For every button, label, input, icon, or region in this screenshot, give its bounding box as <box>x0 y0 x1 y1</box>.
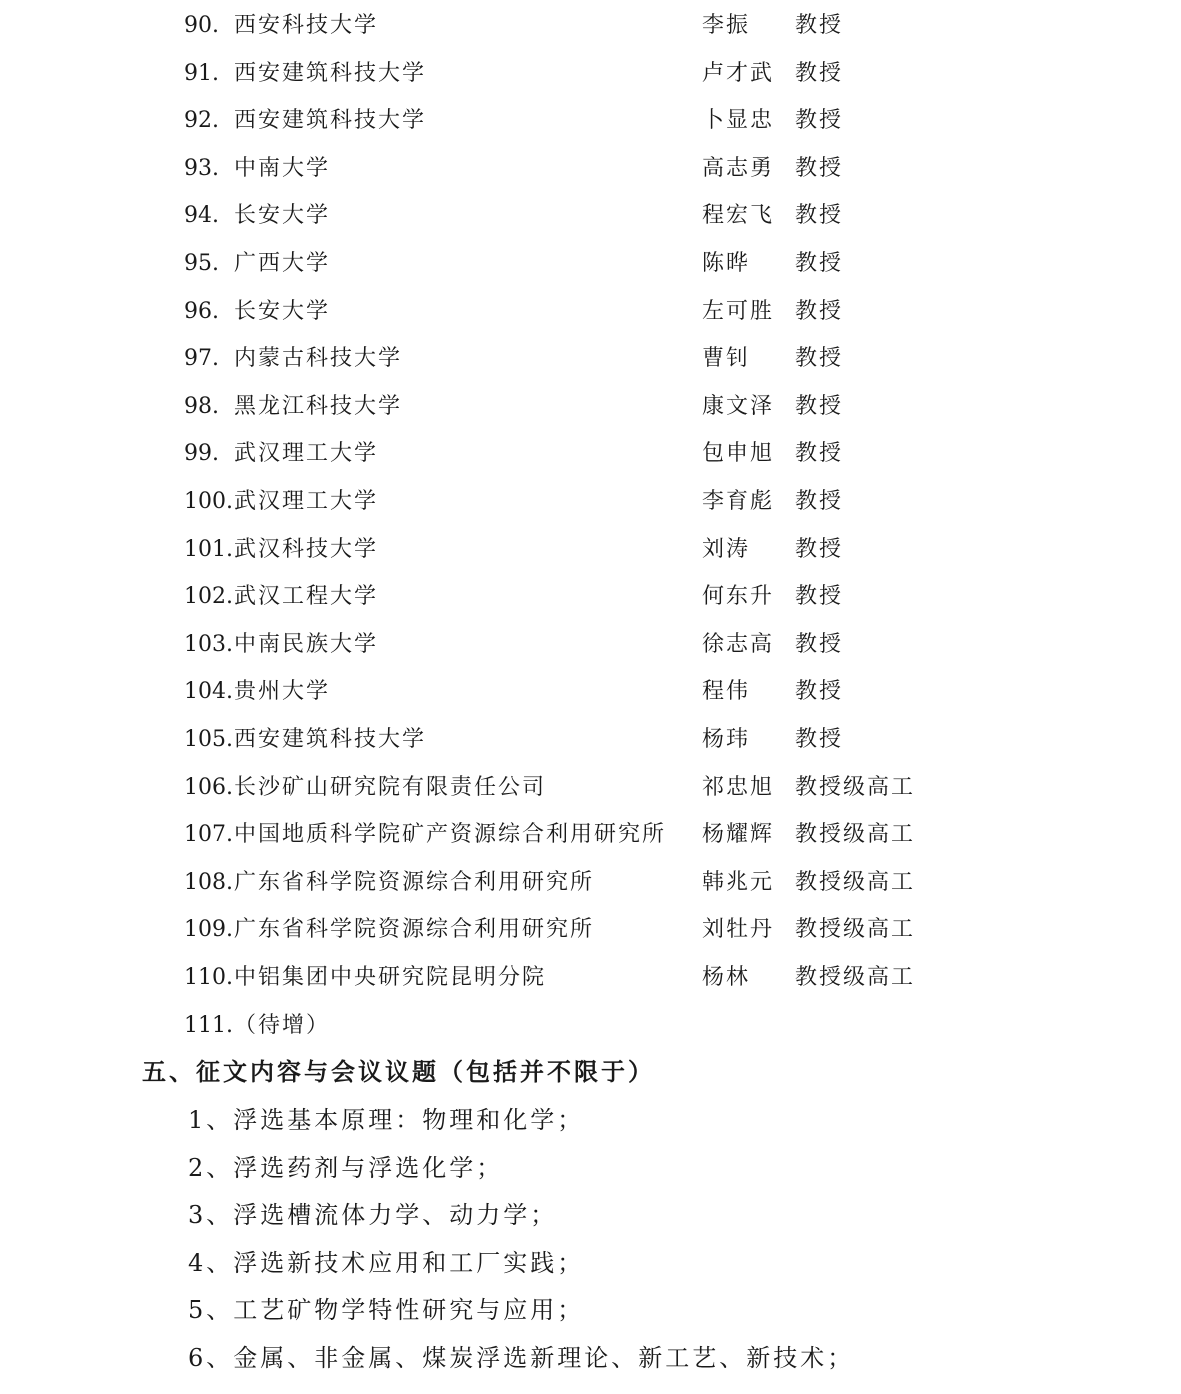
expert-name: 卢才武 <box>702 60 775 86</box>
expert-name: 徐志高 <box>702 631 775 657</box>
expert-row <box>0 196 1181 236</box>
expert-title: 教授 <box>795 631 844 657</box>
expert-row <box>0 815 1181 855</box>
expert-name: 康文泽 <box>702 393 775 419</box>
expert-organization: 西安建筑科技大学 <box>234 108 427 134</box>
expert-row <box>0 387 1181 427</box>
expert-number: 92. <box>184 108 219 134</box>
expert-organization: 长安大学 <box>234 298 331 324</box>
expert-organization: 长安大学 <box>234 203 331 229</box>
expert-name: 曹钊 <box>702 346 751 372</box>
expert-name: 杨耀辉 <box>702 822 775 848</box>
expert-number: 104. <box>184 679 233 705</box>
expert-title: 教授 <box>795 679 844 705</box>
expert-row <box>0 482 1181 522</box>
expert-row <box>0 863 1181 903</box>
expert-organization: 黑龙江科技大学 <box>234 393 403 419</box>
expert-name: 韩兆元 <box>702 869 775 895</box>
expert-title: 教授 <box>795 346 844 372</box>
expert-row <box>0 625 1181 665</box>
expert-name: 杨玮 <box>702 727 751 752</box>
expert-name: 何东升 <box>702 584 775 610</box>
expert-number: 98. <box>184 393 219 419</box>
expert-row <box>0 768 1181 808</box>
topic-item: 3、浮选槽流体力学、动力学； <box>188 1201 558 1230</box>
expert-row <box>0 54 1181 94</box>
expert-number: 91. <box>184 60 219 86</box>
expert-organization: 广西大学 <box>234 251 331 276</box>
expert-name: 李振 <box>702 13 751 38</box>
section-heading: 五、征文内容与会议议题（包括并不限于） <box>142 1057 655 1086</box>
expert-number: 93. <box>184 155 219 181</box>
topic-item: 6、金属、非金属、煤炭浮选新理论、新工艺、新技术； <box>188 1344 855 1372</box>
topic-item: 4、浮选新技术应用和工厂实践； <box>188 1248 585 1277</box>
expert-title: 教授 <box>795 727 844 752</box>
expert-row <box>0 244 1181 284</box>
expert-name: 刘牡丹 <box>702 917 775 943</box>
expert-row <box>0 720 1181 760</box>
expert-number: 96. <box>184 298 219 324</box>
expert-number: 97. <box>184 346 219 372</box>
expert-organization: 贵州大学 <box>234 679 331 705</box>
expert-organization: 广东省科学院资源综合利用研究所 <box>234 917 595 943</box>
expert-row <box>0 6 1181 46</box>
expert-organization: 西安科技大学 <box>234 13 379 38</box>
expert-name: 杨林 <box>702 965 751 990</box>
expert-number: 107. <box>184 822 233 848</box>
expert-number: 109. <box>184 917 233 943</box>
expert-organization: 中国地质科学院矿产资源综合利用研究所 <box>234 822 667 848</box>
expert-row <box>0 434 1181 474</box>
expert-number: 108. <box>184 869 233 895</box>
expert-organization: 武汉理工大学 <box>234 441 379 467</box>
expert-name: 程宏飞 <box>702 203 775 229</box>
expert-number: 100. <box>184 489 233 514</box>
expert-row <box>0 672 1181 712</box>
expert-row <box>0 910 1181 950</box>
expert-title: 教授 <box>795 441 844 467</box>
expert-organization: 中南大学 <box>234 155 331 181</box>
expert-organization: （待增） <box>234 1012 331 1038</box>
expert-title: 教授 <box>795 203 844 229</box>
topic-item: 1、浮选基本原理：物理和化学； <box>188 1106 585 1134</box>
expert-title: 教授 <box>795 13 844 38</box>
expert-title: 教授 <box>795 60 844 86</box>
expert-name: 程伟 <box>702 679 751 705</box>
expert-title: 教授 <box>795 298 844 324</box>
expert-organization: 武汉工程大学 <box>234 584 379 610</box>
expert-row <box>0 101 1181 141</box>
expert-title: 教授 <box>795 536 844 562</box>
expert-name: 包申旭 <box>702 441 775 467</box>
expert-number: 105. <box>184 727 233 752</box>
expert-number: 99. <box>184 441 219 467</box>
expert-title: 教授 <box>795 489 844 514</box>
expert-number: 106. <box>184 774 233 800</box>
expert-name: 李育彪 <box>702 489 775 514</box>
expert-title: 教授 <box>795 251 844 276</box>
expert-row <box>0 1006 1181 1046</box>
expert-title: 教授级高工 <box>795 965 916 990</box>
expert-title: 教授级高工 <box>795 822 916 848</box>
topic-item: 5、工艺矿物学特性研究与应用； <box>188 1296 585 1325</box>
expert-name: 卜显忠 <box>702 108 775 134</box>
expert-organization: 武汉理工大学 <box>234 489 379 514</box>
expert-number: 95. <box>184 251 219 276</box>
expert-row <box>0 339 1181 379</box>
expert-row <box>0 530 1181 570</box>
expert-name: 左可胜 <box>702 298 775 324</box>
expert-organization: 西安建筑科技大学 <box>234 60 427 86</box>
expert-number: 90. <box>184 13 219 38</box>
expert-row <box>0 958 1181 998</box>
expert-title: 教授 <box>795 584 844 610</box>
expert-number: 94. <box>184 203 219 229</box>
expert-title: 教授级高工 <box>795 869 916 895</box>
expert-name: 祁忠旭 <box>702 774 775 800</box>
expert-number: 102. <box>184 584 233 610</box>
expert-title: 教授 <box>795 393 844 419</box>
expert-organization: 西安建筑科技大学 <box>234 727 427 752</box>
expert-name: 高志勇 <box>702 155 775 181</box>
expert-number: 110. <box>184 965 233 990</box>
expert-organization: 中南民族大学 <box>234 631 379 657</box>
expert-number: 101. <box>184 536 233 562</box>
expert-name: 刘涛 <box>702 536 751 562</box>
expert-title: 教授级高工 <box>795 774 916 800</box>
expert-name: 陈晔 <box>702 251 751 276</box>
expert-organization: 武汉科技大学 <box>234 536 379 562</box>
expert-organization: 中铝集团中央研究院昆明分院 <box>234 965 547 990</box>
expert-number: 103. <box>184 631 233 657</box>
expert-organization: 长沙矿山研究院有限责任公司 <box>234 774 547 800</box>
expert-title: 教授 <box>795 155 844 181</box>
expert-organization: 内蒙古科技大学 <box>234 346 403 372</box>
expert-row <box>0 292 1181 332</box>
expert-row <box>0 149 1181 189</box>
expert-row <box>0 577 1181 617</box>
expert-title: 教授级高工 <box>795 917 916 943</box>
topic-item: 2、浮选药剂与浮选化学； <box>188 1153 504 1182</box>
expert-organization: 广东省科学院资源综合利用研究所 <box>234 869 595 895</box>
expert-number: 111. <box>184 1012 233 1038</box>
expert-title: 教授 <box>795 108 844 134</box>
